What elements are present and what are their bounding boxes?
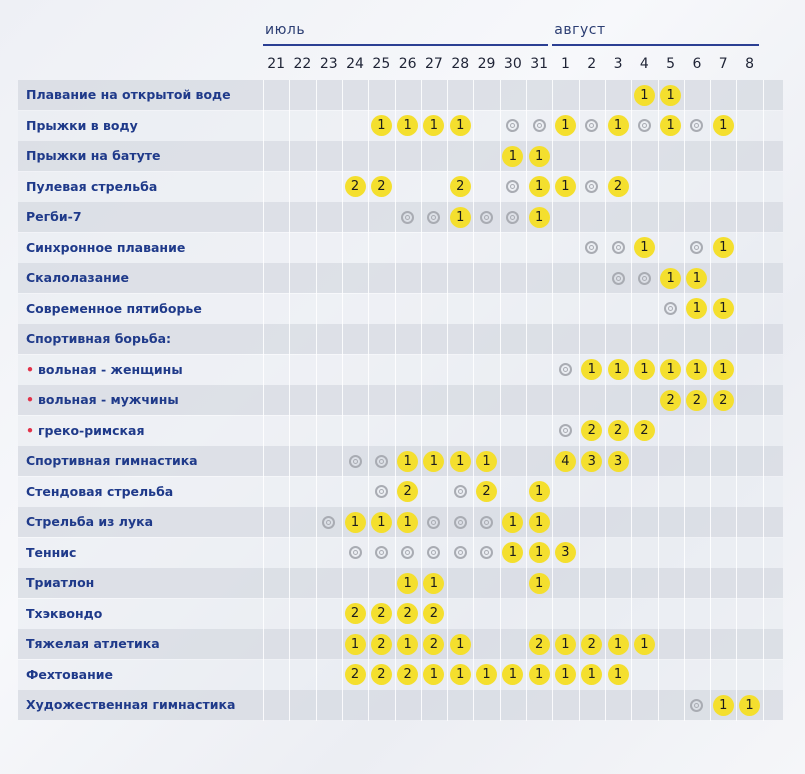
medal-count-badge: 3 <box>581 451 602 472</box>
medal-count-badge: 2 <box>581 420 602 441</box>
day-header: 3 <box>613 56 623 72</box>
table-row <box>18 172 783 202</box>
medal-count-badge: 2 <box>345 603 366 624</box>
table-row <box>18 690 783 720</box>
competition-day-icon <box>349 546 362 559</box>
sport-name-text: вольная - мужчины <box>38 392 179 407</box>
medal-count-badge: 2 <box>371 176 392 197</box>
competition-day-icon <box>454 546 467 559</box>
medal-count-badge: 1 <box>529 512 550 533</box>
medal-count-badge: 1 <box>450 207 471 228</box>
medal-count-badge: 1 <box>634 359 655 380</box>
bullet-icon: • <box>26 361 34 377</box>
medal-count-badge: 1 <box>634 237 655 258</box>
grid-line <box>395 80 396 721</box>
medal-count-badge: 1 <box>581 359 602 380</box>
day-header: 30 <box>503 56 522 72</box>
medal-count-badge: 1 <box>423 451 444 472</box>
medal-count-badge: 2 <box>608 176 629 197</box>
grid-line <box>658 80 659 721</box>
grid-line <box>289 80 290 721</box>
sport-name-text: Прыжки на батуте <box>26 148 161 163</box>
medal-count-badge: 2 <box>397 603 418 624</box>
medal-count-badge: 1 <box>529 481 550 502</box>
medal-count-badge: 1 <box>345 512 366 533</box>
sport-name <box>26 324 171 354</box>
medal-count-badge: 2 <box>397 664 418 685</box>
medal-count-badge: 2 <box>713 390 734 411</box>
medal-count-badge: 1 <box>555 664 576 685</box>
competition-day-icon <box>349 455 362 468</box>
medal-count-badge: 1 <box>555 115 576 136</box>
competition-day-icon <box>612 272 625 285</box>
day-header: 23 <box>319 56 338 72</box>
table-row <box>18 233 783 263</box>
medal-count-badge: 2 <box>397 481 418 502</box>
medal-count-badge: 1 <box>713 298 734 319</box>
medal-count-badge: 2 <box>608 420 629 441</box>
grid-line <box>342 80 343 721</box>
sport-name <box>26 172 157 202</box>
day-header: 21 <box>267 56 286 72</box>
medal-count-badge: 1 <box>529 542 550 563</box>
sport-name-text: Спортивная борьба: <box>26 331 172 346</box>
medal-count-badge: 2 <box>450 176 471 197</box>
grid-line <box>552 80 553 721</box>
sport-name-text: Теннис <box>26 544 77 560</box>
day-header: 24 <box>346 56 364 72</box>
medal-count-badge: 1 <box>450 634 471 655</box>
day-header: 8 <box>745 56 754 72</box>
sport-name <box>26 263 129 293</box>
sport-name <box>26 629 160 659</box>
medal-count-badge: 1 <box>397 634 418 655</box>
medal-count-badge: 2 <box>686 390 707 411</box>
competition-day-icon <box>480 211 493 224</box>
medal-count-badge: 2 <box>423 634 444 655</box>
medal-count-badge: 1 <box>371 512 392 533</box>
sport-name <box>26 599 102 629</box>
table-row <box>18 324 783 354</box>
day-header: 4 <box>639 56 649 72</box>
medal-count-badge: 2 <box>345 176 366 197</box>
medal-count-badge: 1 <box>529 573 550 594</box>
sport-name-text: Спортивная гимнастика <box>26 453 198 468</box>
medal-count-badge: 2 <box>371 603 392 624</box>
competition-day-icon <box>322 516 335 529</box>
day-header: 26 <box>398 56 417 72</box>
table-row <box>18 141 783 171</box>
medal-count-badge: 2 <box>476 481 497 502</box>
sport-name-text: Художественная гимнастика <box>26 697 236 712</box>
sport-name <box>26 111 138 141</box>
medal-count-badge: 1 <box>555 176 576 197</box>
sport-name-text: Тяжелая атлетика <box>26 636 160 651</box>
day-header: 6 <box>692 56 702 72</box>
medal-count-badge: 2 <box>345 664 366 685</box>
medal-count-badge: 1 <box>450 115 471 136</box>
sport-name <box>26 355 183 385</box>
medal-count-badge: 2 <box>529 634 550 655</box>
medal-count-badge: 1 <box>423 573 444 594</box>
medal-count-badge: 1 <box>608 634 629 655</box>
medal-count-badge: 1 <box>529 176 550 197</box>
medal-count-badge: 1 <box>371 115 392 136</box>
day-header: 5 <box>666 56 676 72</box>
sport-name <box>26 477 173 507</box>
medal-count-badge: 1 <box>660 85 681 106</box>
day-header: 1 <box>560 56 570 72</box>
medal-count-badge: 1 <box>450 451 471 472</box>
month-underline <box>263 44 548 46</box>
sport-name-text: Современное пятиборье <box>26 300 202 316</box>
medal-count-badge: 2 <box>423 603 444 624</box>
sport-name <box>26 202 82 232</box>
competition-day-icon <box>612 241 625 254</box>
day-header: 29 <box>477 56 496 72</box>
sport-name-text: греко-римская <box>38 422 145 438</box>
competition-day-icon <box>480 516 493 529</box>
sport-name <box>26 446 198 476</box>
grid-line <box>316 80 317 721</box>
sport-name <box>26 660 113 690</box>
medal-count-badge: 1 <box>529 207 550 228</box>
medal-count-badge: 2 <box>371 634 392 655</box>
medal-count-badge: 1 <box>713 115 734 136</box>
medal-count-badge: 1 <box>502 512 523 533</box>
grid-line <box>736 80 737 721</box>
sport-name-text: Прыжки в воду <box>26 117 138 133</box>
sport-name <box>26 80 231 110</box>
medal-count-badge: 1 <box>450 664 471 685</box>
medal-count-badge: 1 <box>476 451 497 472</box>
medal-count-badge: 2 <box>581 634 602 655</box>
grid-line <box>631 80 632 721</box>
medal-count-badge: 1 <box>345 634 366 655</box>
sport-name <box>26 416 145 446</box>
medal-count-badge: 1 <box>713 359 734 380</box>
competition-day-icon <box>533 119 546 132</box>
medal-count-badge: 1 <box>608 115 629 136</box>
medal-count-badge: 1 <box>581 664 602 685</box>
sport-name <box>26 233 185 263</box>
medal-count-badge: 1 <box>529 664 550 685</box>
month-label: июль <box>265 22 306 38</box>
grid-line <box>710 80 711 721</box>
day-header: 31 <box>530 56 549 72</box>
sport-name-text: вольная - женщины <box>38 361 183 377</box>
sport-name <box>26 507 153 537</box>
sport-name-text: Плавание на открытой воде <box>26 87 231 102</box>
medal-count-badge: 1 <box>634 85 655 106</box>
medal-count-badge: 4 <box>555 451 576 472</box>
medal-count-badge: 1 <box>397 451 418 472</box>
medal-count-badge: 1 <box>660 115 681 136</box>
medal-count-badge: 1 <box>555 634 576 655</box>
sport-name-text: Стрельба из лука <box>26 514 154 529</box>
sport-name <box>26 690 235 720</box>
grid-line <box>605 80 606 721</box>
competition-day-icon <box>401 211 414 224</box>
day-header: 2 <box>587 56 597 72</box>
medal-count-badge: 1 <box>608 664 629 685</box>
sport-name-text: Синхронное плавание <box>26 239 186 255</box>
month-label: август <box>554 22 606 38</box>
medal-count-badge: 1 <box>397 512 418 533</box>
medal-count-badge: 2 <box>371 664 392 685</box>
competition-day-icon <box>454 485 467 498</box>
medal-count-badge: 1 <box>713 695 734 716</box>
sport-name <box>26 294 202 324</box>
bullet-icon: • <box>26 392 34 407</box>
sport-name-text: Скалолазание <box>26 270 129 285</box>
medal-count-badge: 1 <box>608 359 629 380</box>
medal-count-badge: 1 <box>686 268 707 289</box>
medal-count-badge: 1 <box>397 115 418 136</box>
day-header: 25 <box>372 56 391 72</box>
grid-line <box>500 80 501 721</box>
day-header: 28 <box>451 56 470 72</box>
competition-day-icon <box>454 516 467 529</box>
medal-count-badge: 1 <box>476 664 497 685</box>
grid-line <box>368 80 369 721</box>
bullet-icon: • <box>26 422 34 438</box>
day-header: 7 <box>718 56 728 72</box>
medal-count-badge: 1 <box>423 115 444 136</box>
sport-name <box>26 141 160 171</box>
grid-line <box>526 80 527 721</box>
grid-line <box>447 80 448 721</box>
sport-name-text: Регби-7 <box>26 209 82 224</box>
sport-name <box>26 568 94 598</box>
sport-name-text: Фехтование <box>26 666 113 682</box>
medal-count-badge: 3 <box>555 542 576 563</box>
medal-count-badge: 1 <box>634 634 655 655</box>
medal-count-badge: 1 <box>529 146 550 167</box>
medal-count-badge: 1 <box>502 664 523 685</box>
sport-name-text: Триатлон <box>26 575 95 590</box>
grid-line <box>579 80 580 721</box>
month-underline <box>552 44 758 46</box>
medal-count-badge: 1 <box>502 146 523 167</box>
sport-name <box>26 538 76 568</box>
medal-count-badge: 2 <box>660 390 681 411</box>
competition-day-icon <box>638 272 651 285</box>
medal-count-badge: 1 <box>686 359 707 380</box>
medal-count-badge: 1 <box>713 237 734 258</box>
medal-count-badge: 2 <box>634 420 655 441</box>
grid-line <box>473 80 474 721</box>
medal-count-badge: 1 <box>739 695 760 716</box>
grid-line <box>421 80 422 721</box>
day-header: 22 <box>293 56 312 72</box>
medal-count-badge: 1 <box>397 573 418 594</box>
sport-name-text: Тхэквондо <box>26 605 103 621</box>
day-header: 27 <box>425 56 443 72</box>
grid-line <box>684 80 685 721</box>
sport-name-text: Стендовая стрельба <box>26 483 174 499</box>
medal-count-badge: 1 <box>502 542 523 563</box>
sport-name-text: Пулевая стрельба <box>26 178 158 194</box>
grid-line <box>263 80 264 721</box>
medal-count-badge: 1 <box>660 359 681 380</box>
competition-day-icon <box>375 455 388 468</box>
medal-count-badge: 1 <box>686 298 707 319</box>
medal-count-badge: 1 <box>660 268 681 289</box>
sport-name <box>26 385 179 415</box>
medal-count-badge: 3 <box>608 451 629 472</box>
grid-line <box>763 80 764 721</box>
medal-count-badge: 1 <box>423 664 444 685</box>
table-row <box>18 416 783 446</box>
